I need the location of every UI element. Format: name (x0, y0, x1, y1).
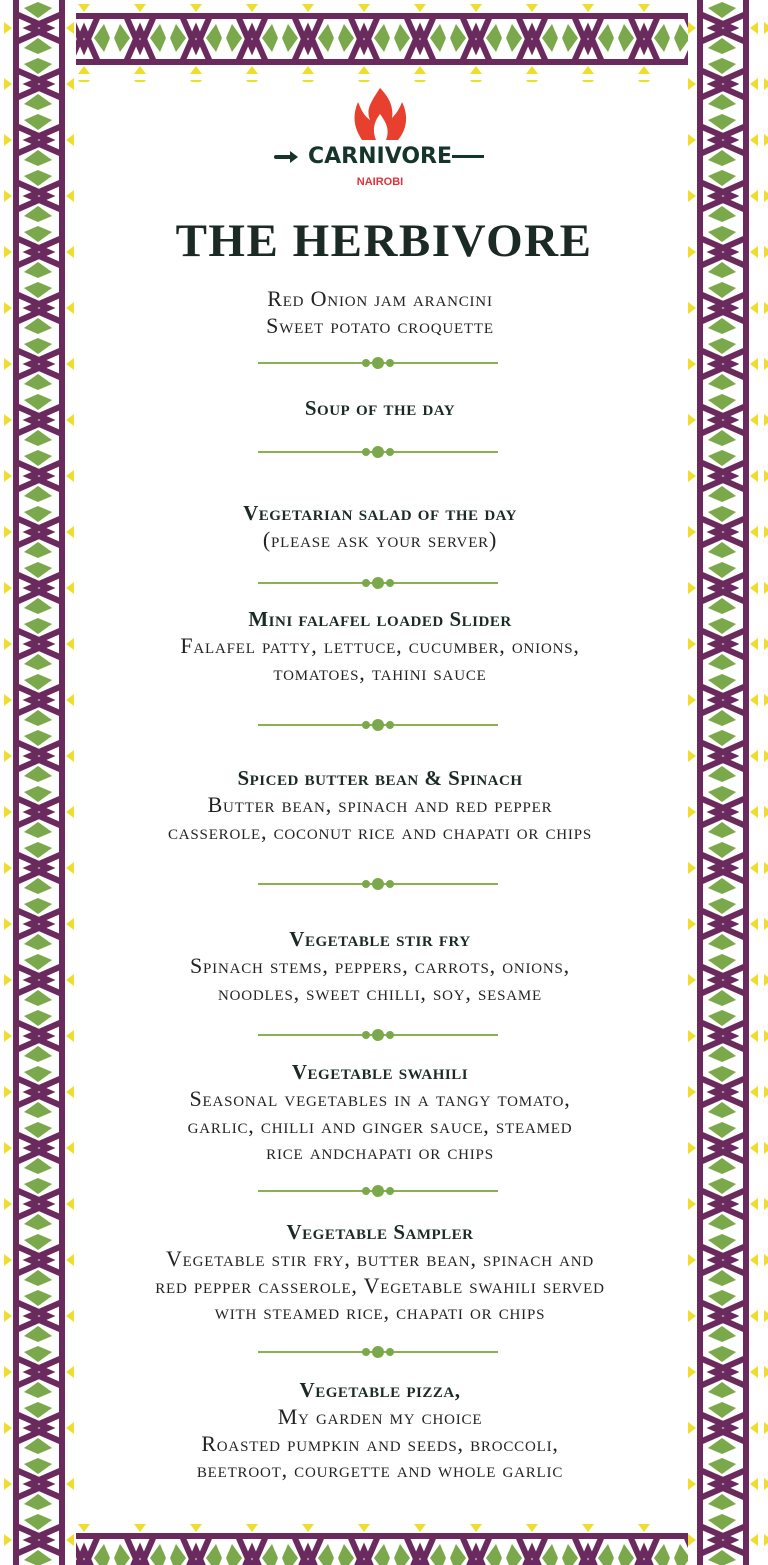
divider-ornament (258, 718, 498, 732)
item-heading: Vegetable pizza, (299, 1378, 461, 1402)
divider-ornament (258, 1184, 498, 1198)
divider-ornament (258, 445, 498, 459)
menu-item-salad (80, 500, 680, 554)
item-line: rice andchapati or chips (266, 1139, 494, 1164)
item-line: noodles, sweet chilli, soy, sesame (217, 979, 543, 1005)
brand-city: NAIROBI (356, 176, 404, 188)
menu-title: THE HERBIVORE (175, 215, 593, 267)
menu-item-pizza (80, 1377, 680, 1484)
item-line: Red Onion jam arancini (267, 286, 493, 311)
item-line: garlic, chilli and ginger sauce, steamed (187, 1112, 573, 1138)
carnivore-logo (270, 88, 490, 193)
menu-item-falafel-slider (80, 606, 680, 686)
divider-ornament (258, 576, 498, 590)
item-heading: Vegetarian salad of the day (243, 501, 517, 525)
item-line: with steamed rice, chapati or chips (214, 1299, 546, 1324)
divider-ornament (258, 1028, 498, 1042)
item-line: Sweet potato croquette (266, 312, 494, 338)
item-line: Roasted pumpkin and seeds, broccoli, (201, 1430, 559, 1456)
item-line: Vegetable stir fry, butter bean, spinach and (165, 1246, 595, 1271)
menu-item-swahili (80, 1059, 680, 1166)
item-heading: Mini falafel loaded Slider (248, 607, 512, 631)
item-heading: Vegetable stir fry (289, 927, 471, 951)
menu-item-sampler (80, 1219, 680, 1326)
item-line: Seasonal vegetables in a tangy tomato, (189, 1086, 571, 1111)
item-line: My garden my choice (277, 1404, 483, 1429)
item-line: Spinach stems, peppers, carrots, onions, (190, 953, 570, 978)
divider-ornament (258, 877, 498, 891)
menu-item-stir-fry (80, 926, 680, 1006)
menu-item-butter-bean (80, 765, 680, 845)
item-line: red pepper casserole, Vegetable swahili served (155, 1272, 605, 1298)
divider-ornament (258, 1345, 498, 1359)
item-line: tomatoes, tahini sauce (273, 659, 487, 685)
menu-section-starters (80, 286, 680, 339)
brand-name: CARNIVORE (307, 144, 453, 169)
item-line: casserole, coconut rice and chapati or chips (167, 818, 593, 844)
item-heading: Vegetable swahili (291, 1060, 469, 1084)
menu-item-soup (80, 395, 680, 422)
divider-ornament (258, 356, 498, 370)
item-line: Falafel patty, lettuce, cucumber, onions, (180, 633, 580, 658)
item-heading: Soup of the day (304, 396, 456, 420)
item-heading: Spiced butter bean & Spinach (237, 766, 523, 790)
item-line: Butter bean, spinach and red pepper (207, 792, 553, 817)
item-heading: Vegetable Sampler (286, 1220, 474, 1244)
item-line: (please ask your server) (262, 527, 498, 552)
item-line: beetroot, courgette and whole garlic (196, 1457, 564, 1482)
